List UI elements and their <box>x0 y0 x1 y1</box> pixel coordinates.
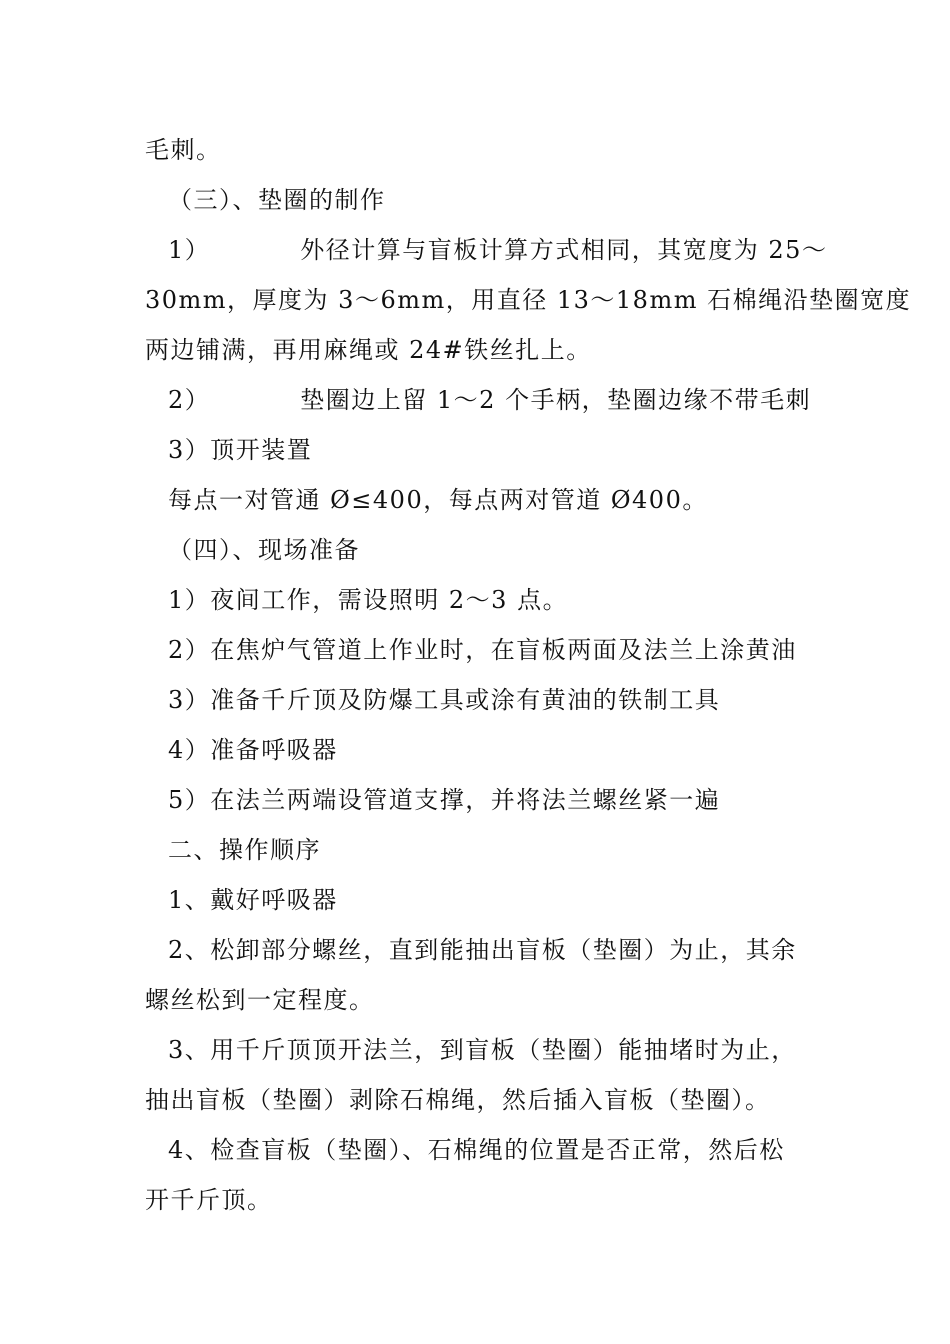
item-number: 2） <box>168 386 211 414</box>
text-line: 30mm，厚度为 3～6mm，用直径 13～18mm 石棉绳沿垫圈宽度 <box>145 286 912 314</box>
text-line: 3）准备千斤顶及防爆工具或涂有黄油的铁制工具 <box>168 686 721 714</box>
item-text: 垫圈边上留 1～2 个手柄，垫圈边缘不带毛刺 <box>300 386 812 414</box>
text-line: 两边铺满，再用麻绳或 24#铁丝扎上。 <box>145 336 592 364</box>
text-line: 抽出盲板（垫圈）剥除石棉绳，然后插入盲板（垫圈）。 <box>145 1086 771 1114</box>
text-line <box>168 384 848 416</box>
text-line: 2、松卸部分螺丝，直到能抽出盲板（垫圈）为止，其余 <box>168 936 797 964</box>
text-line: 3、用千斤顶顶开法兰，到盲板（垫圈）能抽堵时为止， <box>168 1036 797 1064</box>
text-line: 4）准备呼吸器 <box>168 736 338 764</box>
text-line: 3）顶开装置 <box>168 436 313 464</box>
text-line: 毛刺。 <box>145 136 222 164</box>
text-line: 开千斤顶。 <box>145 1186 273 1214</box>
text-line: 螺丝松到一定程度。 <box>145 986 375 1014</box>
text-line: 4、检查盲板（垫圈）、石棉绳的位置是否正常，然后松 <box>168 1136 785 1164</box>
item-text: 外径计算与盲板计算方式相同，其宽度为 25～ <box>300 236 828 264</box>
item-number: 1） <box>168 236 211 264</box>
text-line <box>168 234 848 266</box>
text-line: 5）在法兰两端设管道支撑，并将法兰螺丝紧一遍 <box>168 786 721 814</box>
section-heading: （三）、垫圈的制作 <box>168 186 386 214</box>
text-line: 1、戴好呼吸器 <box>168 886 338 914</box>
text-line: 每点一对管通 Ø≤400，每点两对管道 Ø400。 <box>168 486 708 514</box>
text-line: 2）在焦炉气管道上作业时，在盲板两面及法兰上涂黄油 <box>168 636 797 664</box>
text-line: 1）夜间工作，需设照明 2～3 点。 <box>168 586 569 614</box>
section-heading: （四）、现场准备 <box>168 536 360 564</box>
section-heading: 二、操作顺序 <box>168 836 321 864</box>
